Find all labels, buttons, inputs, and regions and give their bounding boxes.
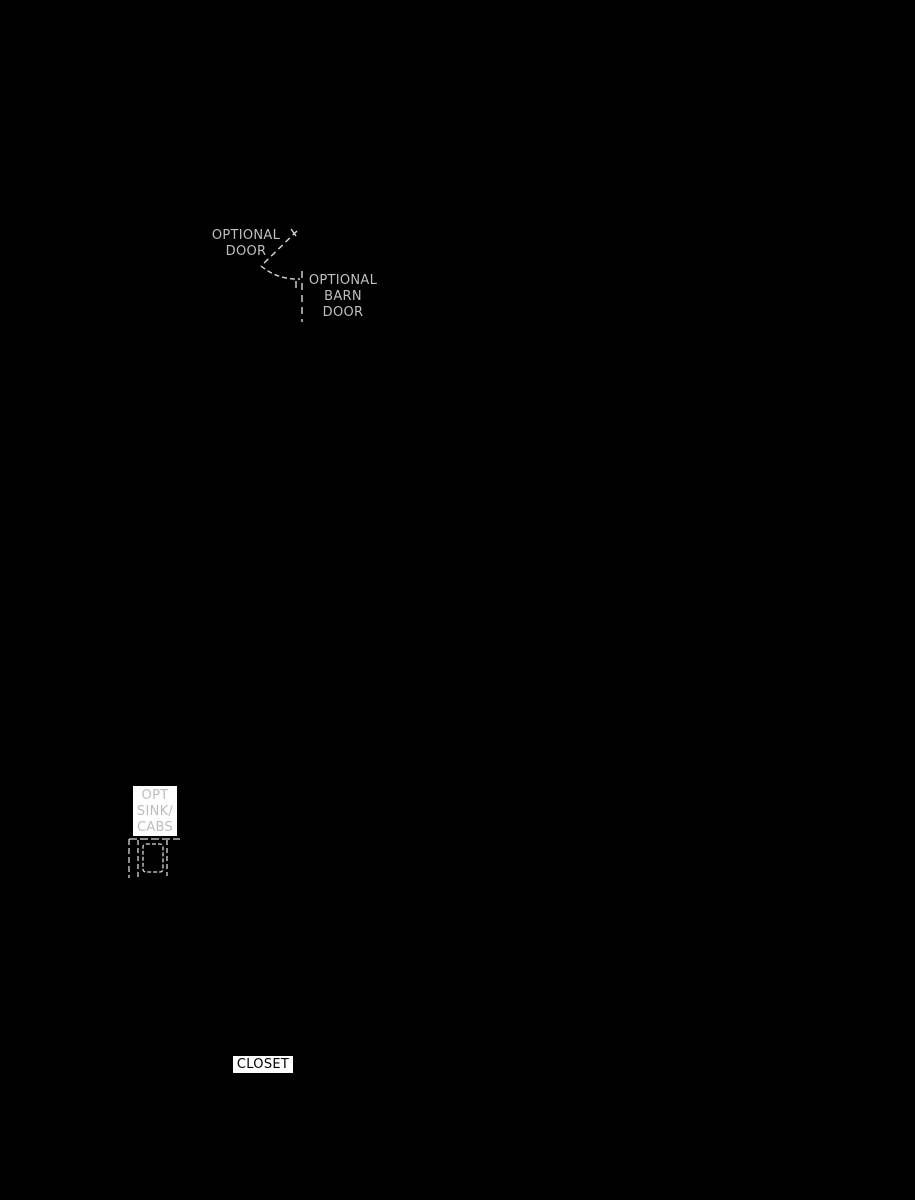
barn-door-label-line-3: DOOR — [322, 305, 364, 320]
sink-bowl — [143, 844, 163, 872]
optional-door-label-line-1: OPTIONAL — [211, 228, 281, 243]
sink-label-line-2: SINK/ — [136, 804, 174, 819]
closet-label: CLOSET — [236, 1057, 290, 1072]
optional-door-label-line-2: DOOR — [225, 244, 267, 259]
optional-barn-door-label — [303, 273, 383, 321]
sink-cabinet-symbol — [129, 839, 180, 878]
barn-door-label-line-1: OPTIONAL — [308, 273, 378, 288]
opt-sink-cabs-label — [133, 788, 177, 836]
barn-door-label-line-2: BARN — [324, 289, 362, 304]
sink-label-line-1: OPT — [141, 788, 169, 803]
optional-door-swing-arc — [261, 266, 300, 279]
optional-door-label — [205, 228, 287, 260]
sink-label-line-3: CABS — [136, 820, 174, 835]
